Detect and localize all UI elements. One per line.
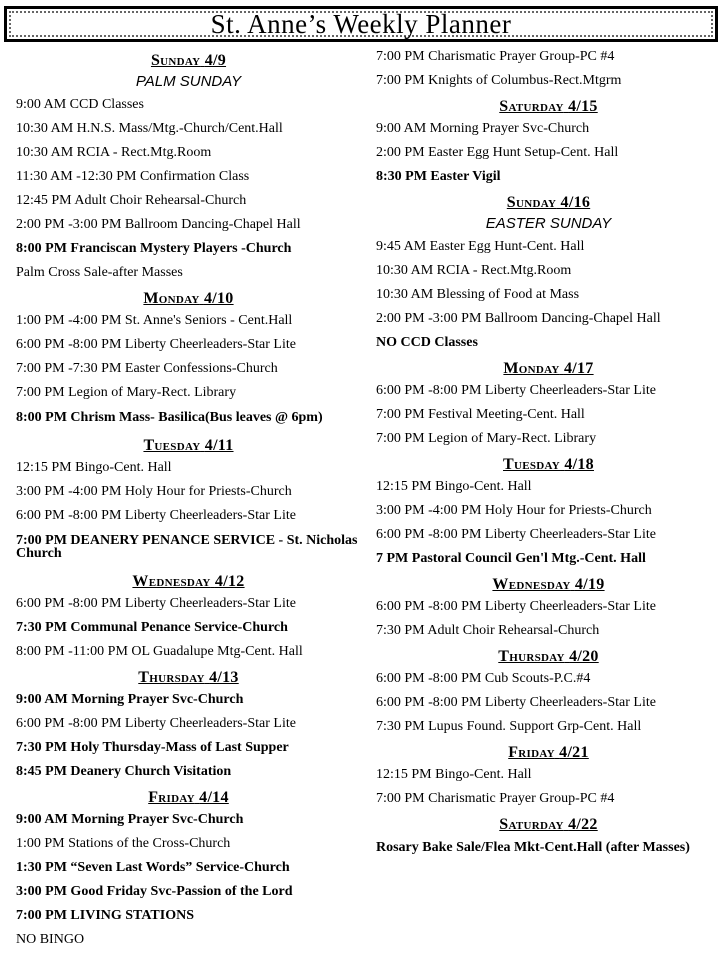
day-heading — [376, 571, 721, 595]
event-item: 10:30 AM RCIA - Rect.Mtg.Room — [16, 145, 212, 160]
event-item: 8:45 PM Deanery Church Visitation — [16, 764, 232, 779]
event-item: 3:00 PM -4:00 PM Holy Hour for Priests-Church — [376, 503, 652, 518]
event-item: 6:00 PM -8:00 PM Liberty Cheerleaders-Star Lite — [376, 527, 656, 542]
event-item: 7:00 PM Legion of Mary-Rect. Library — [16, 385, 237, 400]
event-item: 7:00 PM LIVING STATIONS — [16, 908, 195, 923]
day-name: Thursday — [498, 648, 565, 665]
event-item: 8:00 PM Franciscan Mystery Players -Church — [16, 241, 292, 256]
planner-title-banner — [4, 6, 718, 42]
event-item: NO BINGO — [16, 932, 85, 947]
event-item: Palm Cross Sale-after Masses — [16, 265, 183, 280]
event-item: 9:00 AM Morning Prayer Svc-Church — [16, 692, 244, 707]
event-item: 7 PM Pastoral Council Gen'l Mtg.-Cent. Hall — [376, 551, 646, 566]
event-item: 2:00 PM -3:00 PM Ballroom Dancing-Chapel Hall — [16, 217, 301, 232]
event-item: 7:00 PM Festival Meeting-Cent. Hall — [376, 407, 585, 422]
event-item: 12:15 PM Bingo-Cent. Hall — [376, 767, 532, 782]
day-section-saturday-4-15 — [376, 93, 721, 189]
event-item: 10:30 AM H.N.S. Mass/Mtg.-Church/Cent.Hall — [16, 121, 283, 136]
day-section-friday-4-14 — [16, 784, 361, 952]
event-item: 7:00 PM DEANERY PENANCE SERVICE - St. Nicholas Church — [16, 533, 358, 561]
day-heading — [16, 432, 361, 456]
event-item: 11:30 AM -12:30 PM Confirmation Class — [16, 169, 250, 184]
day-section-wednesday-4-12 — [16, 568, 361, 664]
day-subtitle: PALM SUNDAY — [135, 73, 242, 90]
day-name: Friday — [508, 744, 555, 761]
day-section-friday-4-21 — [376, 739, 721, 811]
day-heading — [376, 355, 721, 379]
event-item: 10:30 AM Blessing of Food at Mass — [376, 287, 580, 302]
day-name: Saturday — [499, 98, 564, 115]
event-item: 6:00 PM -8:00 PM Liberty Cheerleaders-Star Lite — [16, 337, 296, 352]
event-item: 9:00 AM Morning Prayer Svc-Church — [16, 812, 244, 827]
day-date: 4/10 — [203, 290, 234, 307]
event-item: NO CCD Classes — [376, 335, 478, 350]
day-date: 4/16 — [560, 194, 591, 211]
event-item: 2:00 PM -3:00 PM Ballroom Dancing-Chapel Hall — [376, 311, 661, 326]
day-date: 4/20 — [569, 648, 599, 665]
day-section-monday-4-17 — [376, 355, 721, 451]
event-item: 1:00 PM -4:00 PM St. Anne's Seniors - Cent.Hall — [16, 313, 293, 328]
day-section-monday-4-10 — [16, 285, 361, 432]
event-item: 6:00 PM -8:00 PM Liberty Cheerleaders-Star Lite — [376, 695, 656, 710]
day-section-tuesday-4-11 — [16, 432, 361, 568]
event-item: 7:00 PM Charismatic Prayer Group-PC #4 — [376, 791, 615, 806]
day-date: 4/11 — [204, 437, 234, 454]
day-date: 4/13 — [209, 669, 239, 686]
day-section-saturday-4-22 — [376, 811, 721, 862]
day-section-sunday-4-9 — [16, 47, 361, 285]
day-heading — [376, 93, 721, 117]
day-date: 4/9 — [204, 52, 227, 69]
day-heading — [16, 664, 361, 688]
day-name: Tuesday — [143, 437, 201, 454]
day-section-thursday-4-13 — [16, 664, 361, 784]
day-heading — [16, 568, 361, 592]
day-date: 4/15 — [568, 98, 598, 115]
planner-title: St. Anne’s Weekly Planner — [210, 8, 512, 39]
day-heading — [376, 811, 721, 835]
day-name: Tuesday — [503, 456, 561, 473]
event-item: 10:30 AM RCIA - Rect.Mtg.Room — [376, 263, 572, 278]
event-item: 12:15 PM Bingo-Cent. Hall — [16, 460, 172, 475]
event-item: 7:30 PM Communal Penance Service-Church — [16, 620, 288, 635]
day-subtitle: EASTER SUNDAY — [485, 215, 612, 232]
event-item: 7:30 PM Lupus Found. Support Grp-Cent. Hall — [376, 719, 642, 734]
day-date: 4/17 — [563, 360, 594, 377]
event-item: 8:00 PM -11:00 PM OL Guadalupe Mtg-Cent. Hall — [16, 644, 303, 659]
day-name: Monday — [143, 290, 200, 307]
day-heading — [376, 643, 721, 667]
event-item: 1:00 PM Stations of the Cross-Church — [16, 836, 231, 851]
day-section-tuesday-4-18 — [376, 451, 721, 571]
day-name: Sunday — [506, 194, 557, 211]
day-section-wednesday-4-19 — [376, 571, 721, 643]
event-item: 7:30 PM Adult Choir Rehearsal-Church — [376, 623, 600, 638]
event-item: 7:30 PM Holy Thursday-Mass of Last Supper — [16, 740, 289, 755]
event-item: 3:00 PM -4:00 PM Holy Hour for Priests-Church — [16, 484, 292, 499]
day-name: Friday — [148, 789, 195, 806]
day-section-thursday-4-20 — [376, 643, 721, 739]
day-heading — [16, 285, 361, 309]
day-date: 4/22 — [568, 816, 598, 833]
right-column — [376, 45, 721, 862]
event-item: 7:00 PM Legion of Mary-Rect. Library — [376, 431, 597, 446]
event-item: 7:00 PM Charismatic Prayer Group-PC #4 — [376, 49, 615, 64]
day-name: Wednesday — [132, 573, 211, 590]
left-column — [16, 47, 361, 952]
day-date: 4/19 — [574, 576, 605, 593]
event-item: 6:00 PM -8:00 PM Liberty Cheerleaders-Star Lite — [16, 596, 296, 611]
day-section-sunday-4-16 — [376, 189, 721, 355]
event-item: 3:00 PM Good Friday Svc-Passion of the Lord — [16, 884, 293, 899]
event-item: 7:00 PM Knights of Columbus-Rect.Mtgrm — [376, 73, 622, 88]
day-heading — [376, 739, 721, 763]
day-date: 4/14 — [199, 789, 229, 806]
event-item: 6:00 PM -8:00 PM Liberty Cheerleaders-Star Lite — [376, 599, 656, 614]
day-name: Monday — [503, 360, 560, 377]
event-item: 9:00 AM Morning Prayer Svc-Church — [376, 121, 590, 136]
day-date: 4/21 — [559, 744, 589, 761]
event-item: 7:00 PM -7:30 PM Easter Confessions-Church — [16, 361, 278, 376]
day-heading — [16, 784, 361, 808]
event-item: 8:30 PM Easter Vigil — [376, 169, 501, 184]
event-item: 2:00 PM Easter Egg Hunt Setup-Cent. Hall — [376, 145, 619, 160]
event-item: 6:00 PM -8:00 PM Cub Scouts-P.C.#4 — [376, 671, 591, 686]
event-item: 6:00 PM -8:00 PM Liberty Cheerleaders-Star Lite — [376, 383, 656, 398]
event-item: 12:45 PM Adult Choir Rehearsal-Church — [16, 193, 247, 208]
event-item: 9:45 AM Easter Egg Hunt-Cent. Hall — [376, 239, 585, 254]
day-name: Sunday — [150, 52, 201, 69]
day-heading — [16, 47, 361, 71]
event-item: 12:15 PM Bingo-Cent. Hall — [376, 479, 532, 494]
event-item: Rosary Bake Sale/Flea Mkt-Cent.Hall (after Masses) — [376, 840, 690, 855]
event-item: 9:00 AM CCD Classes — [16, 97, 144, 112]
day-date: 4/12 — [214, 573, 245, 590]
event-item: 1:30 PM “Seven Last Words” Service-Church — [16, 860, 290, 875]
day-name: Saturday — [499, 816, 564, 833]
day-name: Thursday — [138, 669, 205, 686]
day-date: 4/18 — [564, 456, 594, 473]
day-heading — [376, 189, 721, 213]
event-item: 8:00 PM Chrism Mass- Basilica(Bus leaves @ 6pm) — [16, 410, 323, 425]
day-heading — [376, 451, 721, 475]
event-item: 6:00 PM -8:00 PM Liberty Cheerleaders-Star Lite — [16, 508, 296, 523]
event-item: 6:00 PM -8:00 PM Liberty Cheerleaders-Star Lite — [16, 716, 296, 731]
day-name: Wednesday — [492, 576, 571, 593]
